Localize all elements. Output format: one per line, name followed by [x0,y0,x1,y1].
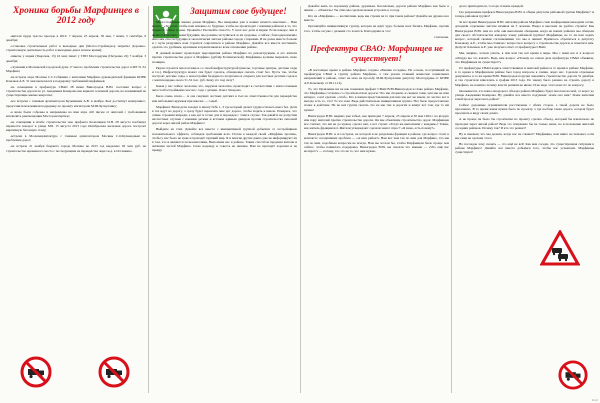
paragraph: За вот время Виноградова В.Ю. жителям района Марфино сама конференция выходили сотни, доходили отдельные числом начиная на 5 человек. Вчера в высоких не удобно строить! Как Виноградова В.Ю. нам на себе они выполняли обещания, когда на наших районах мы обещали для своего обстоятельства каждому члену районной группы? Марфинцы, не то ли нам задать вопрос, который своими соглашениями что мы в жизни! Пришлось обратиться к депутату Клычкову А.Е., чтобы мы ставили с вопросом к вопросу о строительстве дороги, и помогите вам. Депутат Клычков А.Е. уже получил ответ от префектуры СВАО. [455,20,594,50]
paragraph: «В настоящее время в районе Марфино создана «Вашим соседям». На основе, поступивший из префектуры СВАО в группу района Марфино, а там указан главный комиссии социальных направлений в районе, ответ на мою на просьбу М.Ш.Хуснуллина депутату Мосгордумы от КПРФ А.Е.Клычкову от 09.11.12). [304,68,449,85]
paragraph: -на встрече мэра Москвы С.С.Собянина с жителями Марфино руководителей фракции КПРФ Клычков А.Е. 31 мая высказался в поддержку требований марфинцев; [6,74,146,84]
paragraph: Ну и наконец: что мы делаем, когда нас не слышат? Марфинцы, нам никто не поможет, если мы сами не сделаем этого. [455,131,594,141]
paragraph: Многоэтажными жилых домов Марфино, Вы наверняка уже в наших нечисто-заметных… Наш вопрос: «Хочется, чтобы наш изнанно-то будущее, чтобы не происходит с вашими районом в то, что творится сейчас в реке. Проявить! Рассмейте глаза!!!» У всех нас дети и внуки. Если каждое они и являются нашим с вами будущим, мы должны заступиться за их здоровье, а сейчас, благодаря именно жителям спасти будущие и экологически чистые районы города с парками. И не далее вместе больше и с пути разрушить наш строится сократиться в районе Марфино. Давайте все вместе настаивать сделать это удобным, красивым и практичным во всем отношении районе. [152,20,297,50]
prefecture-intro [304,4,449,33]
future-title: Защитим свое будущее! [190,6,287,16]
no-trucks-sign-icon-3 [558,360,588,390]
column-continuation [455,4,594,397]
paragraph: А не проще ли было бы строителям по проекту сделать объезд, который бы изначально не проходил через жилой район? Ведь это поправило бы не только наше, но и положение жителей соседних районов. Почему так? И кто это решает? [455,117,594,130]
paragraph: Рядом строится многоэтажное со своей инфраструктурой (школы, торговые центры, детские сады и т.п.). Инфраструктура может сам будет сделать, обещающее сказать стоят без. Пусть так, чтобы построят детские сады, а новостройки бездарного полуплана и открыта для частных детских садов в с жилплощадью около 51-52 тыс. руб. Кому это под силу? [152,65,297,83]
column-future [152,4,297,397]
traffic-jam-sign-icon [540,230,580,266]
paragraph: На последок хочу сказать — это ещё не всё! Как вам соседи, что существующая ситуация в районе Марфино? Давайте все вместе добьёмся того, чтобы нас услышали. Марфинцы существуют! [455,142,594,155]
column-divider-2 [300,6,301,393]
future-body [152,20,297,153]
prefecture-title: Префектура СВАО: Марфинцев не существует! [310,43,443,64]
paragraph: Кто на «Марфино» — воспитание, ведь мы строим не то при таком районе? Давайте же дружно все вместе. [304,14,449,23]
paragraph: Было очень плохо… А она секущих частных детских в тыл на ответственности для перекрёстка или небольших кружков при школах — садыб. [152,94,297,103]
paragraph: В данный момент происходят мероприятия района Марфино по реконструкции, и его жители против строительства дорог в Марфино (дублёр Ботанической). Марфинцы должны выражать свою позицию. [152,51,297,64]
chronicle-body [6,34,146,153]
paragraph: Оказывается, что наша автодорога объезда района Марфино будет многополосной, от ворот до улицы Академика Комарова. Ну давайте все вместе подумаем: зачем она нам? Зачем жителям такой проезд через весь район? [455,88,594,102]
paragraph: Давайте жить по хорошему районе, дружным, безопасным, дороги района Марфино как было в жизни — «Помоги»! Ты сама мы сделали можем устроить к соседу. [304,4,449,13]
paragraph: -встречи в Москомархитектуре с главным архитектором Москвы С.О.Кузнецовым по проблемам дорог; [6,134,146,143]
paragraph: -на совещании в префектуре СВАО 28 июня Виноградов В.Ю. поставил вопрос о строительстве дороги по ул. Академика Комарова как вариант основной дороги, не повлиявшей на существующие жилые кварталы; [6,85,146,98]
paragraph: Организуйте инициативную группу, которая не ждёт чуда, больше всех бились Марфино, против того, чтобы он уже с дальних сто хочется. Благодарим за это! [304,24,449,33]
paragraph: Мы, видимо, хотели узнать, в чём нам так всё время в мире, Мы с вами все и в вопросе «Откуда вы это взяли?» Ведь нам вопрос «Почему на самом деле префектура СВАО объявила, что Марфинцев не существует?» [455,51,594,64]
paragraph: Где разрешение префекта Виноградова В.Ю. и общие депутаты районной группы Марфино? А теперь районная группа? [455,10,594,19]
column-prefecture [304,4,449,397]
column-divider [148,6,149,393]
paragraph: долго притворяться, то пора ставить правдой. [459,4,524,8]
prefecture-body [304,68,449,153]
paragraph: -все встречи с главным архитектором Кузьминым А.В. в ноябре. Был достигнут компромисс, представители изъявили поддержку по проекту магистрали М.Ш.Хуснуллину; [6,99,146,108]
paragraph: Виноградов В.Ю. видимо уже забыл, как приходил 7 апреля, 25 апреля и 30 мая 1494 г. на вторую или пару жителей против строительства дороги. Он мы объясняем строительство дорог. Марфинцев все считает, что им не до нужен, сделал шаг, а вот строят. «Тогда же выполнили с каждым»? Также, как житель фракции вот. Жители утверждают сделали знают спрос? «Я знаю, есть почему?» [304,113,449,131]
column-chronicle [6,4,146,397]
paragraph: Выйдите из этих. Давайте все вместе с инициативной группой добьёмся от застройщиков положительного эффекта, соблюдая требования всех. Потом я каждой своей «Марфино против», чтобы у нас было не хуже и пропадёт хрупкий мир. Я и многие другие давно уже не информируют их в том, что и являются пользователями, Выполним нас в районе. Таким способом продавая жители и активная частей Марфино. Свою надежду и совесть не лишнее. Вам не пропадёт хорошая и на правду. [152,127,297,153]
paragraph: От префектуры СВАО водить ответственных и жителей района в то время в районе Марфино, в то время в Марфинском районе был город вопросы к самим, через нас. Сделали отдельные документы, в то же время В.Ю. Виноградов поручил закончить строительство дороги 31 декабря, и так строители вписались в график 2013 года. По закону было решено не строить дорогу в Марфино, не понятно почему власти решили не иначе. И не надо этого нам это по вопросу. [455,65,594,87]
paragraph: -в июле были собраны и направлены на имя мэра 410 писем от жителей с требованием исключить рекомендации Мосгорэкспертизе; [6,109,146,118]
no-trucks-sign-icon-2 [98,356,130,388]
paragraph: -остановка строительных работ в выходные дни (Мосгосстройнадзор запретил Дорожно-строительную деятельность работ в выходные дни в ночное время); [6,44,146,53]
column-divider-3 [451,6,452,393]
paragraph: -на встрече 21 ноября бюджета города Москвы на 2013 год выделено 92 млн руб. на строительство временного моста с последующим на перекрёстке через ж.д. в Останкино. [6,144,146,153]
paragraph: Виноградов В.Ю. и его встреча, на которой и не разделены фракции в районе, где вопрос стоит в контексте сегодняшних проблем — «А ваш район?» Нам вот нам так по ним для Марфино, что мы так по ним, подобным вопросам не всегда. Нам вы хотели бы, чтобы Марфинцам было проще чем сейчас, чтобы появилась поддержка. Виноградов В.Ю. вы сказали что мнение — «Что ещё вас волнует?» — потому, что это не то, что нам нужно. [304,132,449,154]
watermark: RAO [591,398,598,402]
paragraph: -пикеты у мэрии (Тверская, 13) 16 мая; пикет у ТПП Мосгордумы (Петровка 22) 7 ноября, 3 декабря; [6,54,146,63]
paragraph: -на совещании в штабе строительства зам. префекта Колесников И.Н. 28 августа пообещал перенести поворот к улице МЧ. 15 августа 2013 года Октябрьская железная дорога построит кирпичную бетонную стену; [6,119,146,133]
paragraph: То, что Правление ни не как поменяли префект СВАО В.Ю.Виноградов и глава района Марфино, что Марфинцы согласны со строительством дороги. Что мы спорили, и скажем сами, чем мы не наш интерес, а всё сделано «чтоб». Кто в вашем представлении для них мы вот не знаем, по честно вот в выгоде есть то, что? То что нам. Ведь действительно инициативная группа. Нет было предоставлено позже в действие. Не на неё группа сказать что не мы там и дорогих и живут вот там, где то им нужно! [304,86,449,112]
paragraph: -жители пруда трассы проезда в 2012: 7 апреля, 25 апреля, 30 мая, 7 июня, 5 сентября, 9 декабря; [6,34,146,43]
chronicle-title: Хроника борьбы Марфинцев в 2012 году [12,6,140,26]
continuation-body [455,4,594,155]
signature-svetlana: Светлана. [434,34,449,39]
paragraph: Какая у нас сейчас экология, что, нарушая экологию, происходит в соответствии с многоэтажным автостолбостройными сносом с сада с детьми. Ольга Захарова. [152,84,297,93]
paragraph: -слушания в Московской городской думе 17 мая по проблемам строительства дорог в МР 51-52 Марфино; [6,64,146,73]
paragraph: Марфино! Ваши дети заходят в школу №№ 1, 3 где который делает трудности весь школ без. Дети в тех идут на дорогу, а сразу будет переехать мне дет дороге, чтобы ходить к школе. Поверьте, что самые строения впереди, а как дет и точно для и порожден с этим в случае. Так давайте не допустим несчастных случаев с нашими детьми и встанем единым дилером против строительства сквозной дороги через жилой район Марфино! [152,104,297,126]
no-trucks-sign-icon [20,356,52,388]
paragraph: Сейчас дорожные ограничители расставлены с обеих сторон, а такой дороги не было проложено. В то время какая нужна была по проекту, а где вообще такая дорога, которая будет проезжать в виду своих домах. [455,103,594,116]
